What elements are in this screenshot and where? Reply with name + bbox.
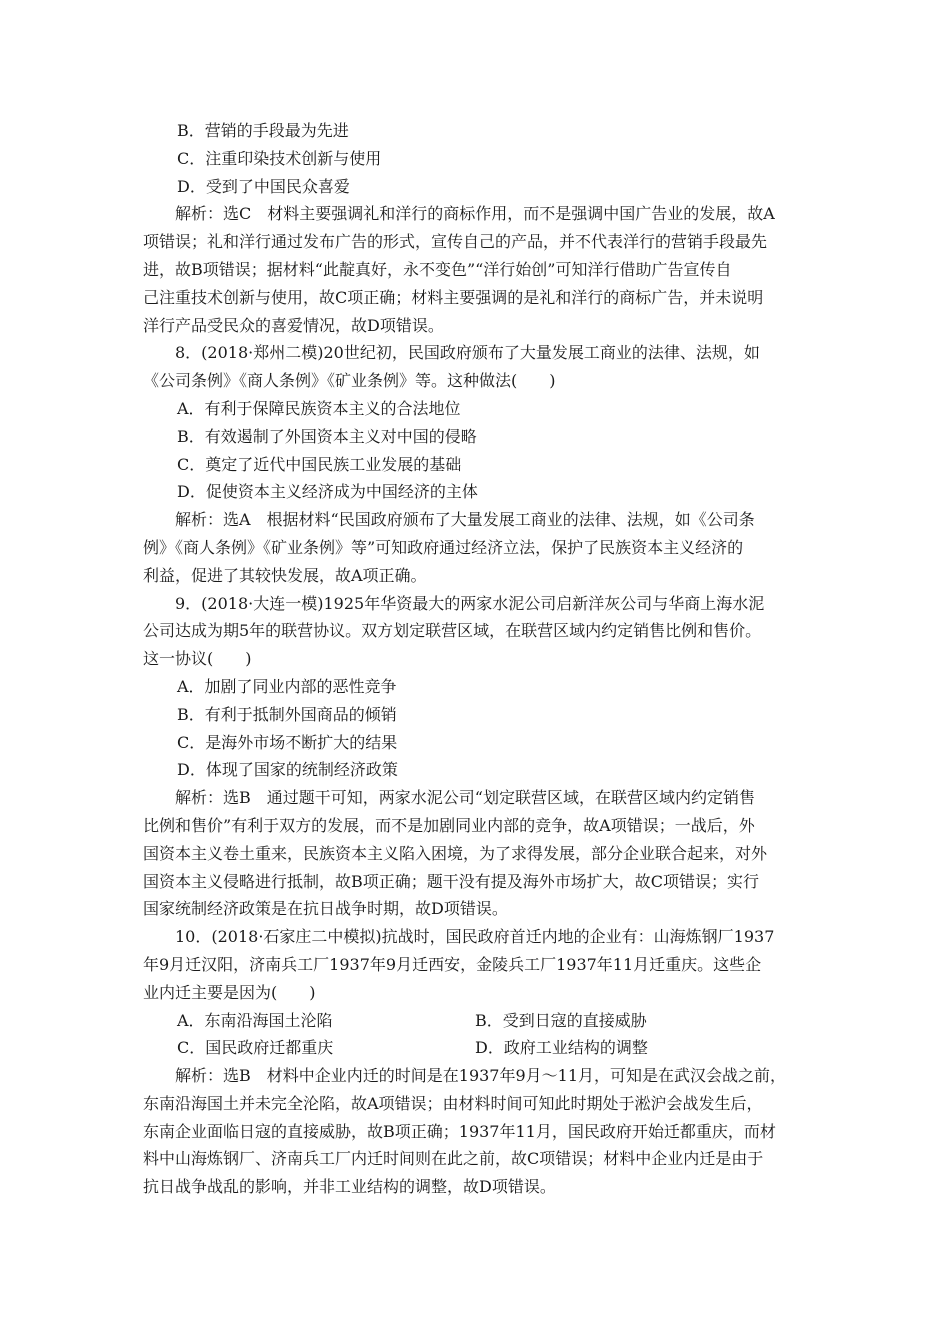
q10-stem-line: 10．(2018·石家庄二中模拟)抗战时，国民政府首迁内地的企业有：山海炼钢厂1937 xyxy=(175,927,775,947)
q9-analysis-line: 解析：选B 通过题干可知，两家水泥公司“划定联营区域，在联营区域内约定销售 xyxy=(175,788,755,808)
q10-option-a: A．东南沿海国土沦陷 xyxy=(177,1010,333,1030)
q7-analysis-line: 解析：选C 材料主要强调礼和洋行的商标作用，而不是强调中国广告业的发展，故A xyxy=(175,204,775,224)
q10-option-d: D．政府工业结构的调整 xyxy=(475,1038,648,1058)
q9-stem-line: 9．(2018·大连一模)1925年华资最大的两家水泥公司启新洋灰公司与华商上海水泥 xyxy=(175,593,765,613)
q8-option-c: C．奠定了近代中国民族工业发展的基础 xyxy=(177,454,462,474)
q9-option-c: C．是海外市场不断扩大的结果 xyxy=(177,732,398,752)
q7-option-c: C．注重印染技术创新与使用 xyxy=(177,148,382,168)
document-content xyxy=(143,117,808,1201)
q9-stem-line: 这一协议( ) xyxy=(143,649,252,669)
q9-option-b: B．有利于抵制外国商品的倾销 xyxy=(177,704,397,724)
q8-analysis-line: 例》《商人条例》《矿业条例》等”可知政府通过经济立法，保护了民族资本主义经济的 xyxy=(143,537,744,557)
q9-analysis-line: 比例和售价”有利于双方的发展，而不是加剧同业内部的竞争，故A项错误；一战后，外 xyxy=(143,815,755,835)
q10-stem-line: 年9月迁汉阳，济南兵工厂1937年9月迁西安，金陵兵工厂1937年11月迁重庆。这些企 xyxy=(143,954,762,974)
q7-analysis-line: 项错误；礼和洋行通过发布广告的形式，宣传自己的产品，并不代表洋行的营销手段最先 xyxy=(143,232,768,252)
q8-stem-line: 《公司条例》《商人条例》《矿业条例》等。这种做法( ) xyxy=(143,371,556,391)
q10-analysis-line: 东南企业面临日寇的直接威胁，故B项正确；1937年11月，国民政府开始迁都重庆，而材 xyxy=(143,1121,776,1141)
q7-analysis-line: 己注重技术创新与使用，故C项正确；材料主要强调的是礼和洋行的商标广告，并未说明 xyxy=(143,287,764,307)
q8-option-a: A．有利于保障民族资本主义的合法地位 xyxy=(177,398,461,418)
q8-option-b: B．有效遏制了外国资本主义对中国的侵略 xyxy=(177,426,477,446)
q7-option-b: B．营销的手段最为先进 xyxy=(177,121,349,140)
q9-stem-line: 公司达成为期5年的联营协议。双方划定联营区域，在联营区域内约定销售比例和售价。 xyxy=(143,621,762,641)
q8-stem-line: 8．(2018·郑州二模)20世纪初，民国政府颁布了大量发展工商业的法律、法规，如 xyxy=(175,343,760,363)
q7-analysis-line: 洋行产品受民众的喜爱情况，故D项错误。 xyxy=(143,315,444,335)
q7-option-d: D．受到了中国民众喜爱 xyxy=(177,176,350,196)
q9-analysis-line: 国资本主义侵略进行抵制，故B项正确；题干没有提及海外市场扩大，故C项错误；实行 xyxy=(143,871,760,891)
q8-analysis-line: 解析：选A 根据材料“民国政府颁布了大量发展工商业的法律、法规，如《公司条 xyxy=(175,510,755,530)
q10-options-row xyxy=(143,1007,808,1035)
q9-option-d: D．体现了国家的统制经济政策 xyxy=(177,760,398,780)
q10-analysis-line: 解析：选B 材料中企业内迁的时间是在1937年9月～11月，可知是在武汉会战之前， xyxy=(175,1066,787,1086)
q10-stem-line: 业内迁主要是因为( ) xyxy=(143,982,316,1002)
q10-option-c: C．国民政府迁都重庆 xyxy=(177,1038,334,1058)
q9-option-a: A．加剧了同业内部的恶性竞争 xyxy=(177,676,397,696)
q8-analysis-line: 利益，促进了其较快发展，故A项正确。 xyxy=(143,565,427,585)
q10-analysis-line: 东南沿海国土并未完全沦陷，故A项错误；由材料时间可知此时期处于淞沪会战发生后， xyxy=(143,1093,763,1113)
q9-analysis-line: 国资本主义卷土重来，民族资本主义陷入困境，为了求得发展，部分企业联合起来，对外 xyxy=(143,843,768,863)
q10-analysis-line: 抗日战争战乱的影响，并非工业结构的调整，故D项错误。 xyxy=(143,1177,556,1197)
q10-options-row xyxy=(143,1034,808,1062)
q9-analysis-line: 国家统制经济政策是在抗日战争时期，故D项错误。 xyxy=(143,899,508,919)
q8-option-d: D．促使资本主义经济成为中国经济的主体 xyxy=(177,482,478,502)
q7-analysis-line: 进，故B项错误；据材料“此靛真好，永不变色”“洋行始创”可知洋行借助广告宣传自 xyxy=(143,259,732,279)
q10-analysis-line: 料中山海炼钢厂、济南兵工厂内迁时间则在此之前，故C项错误；材料中企业内迁是由于 xyxy=(143,1149,764,1169)
q10-option-b: B．受到日寇的直接威胁 xyxy=(475,1010,647,1030)
